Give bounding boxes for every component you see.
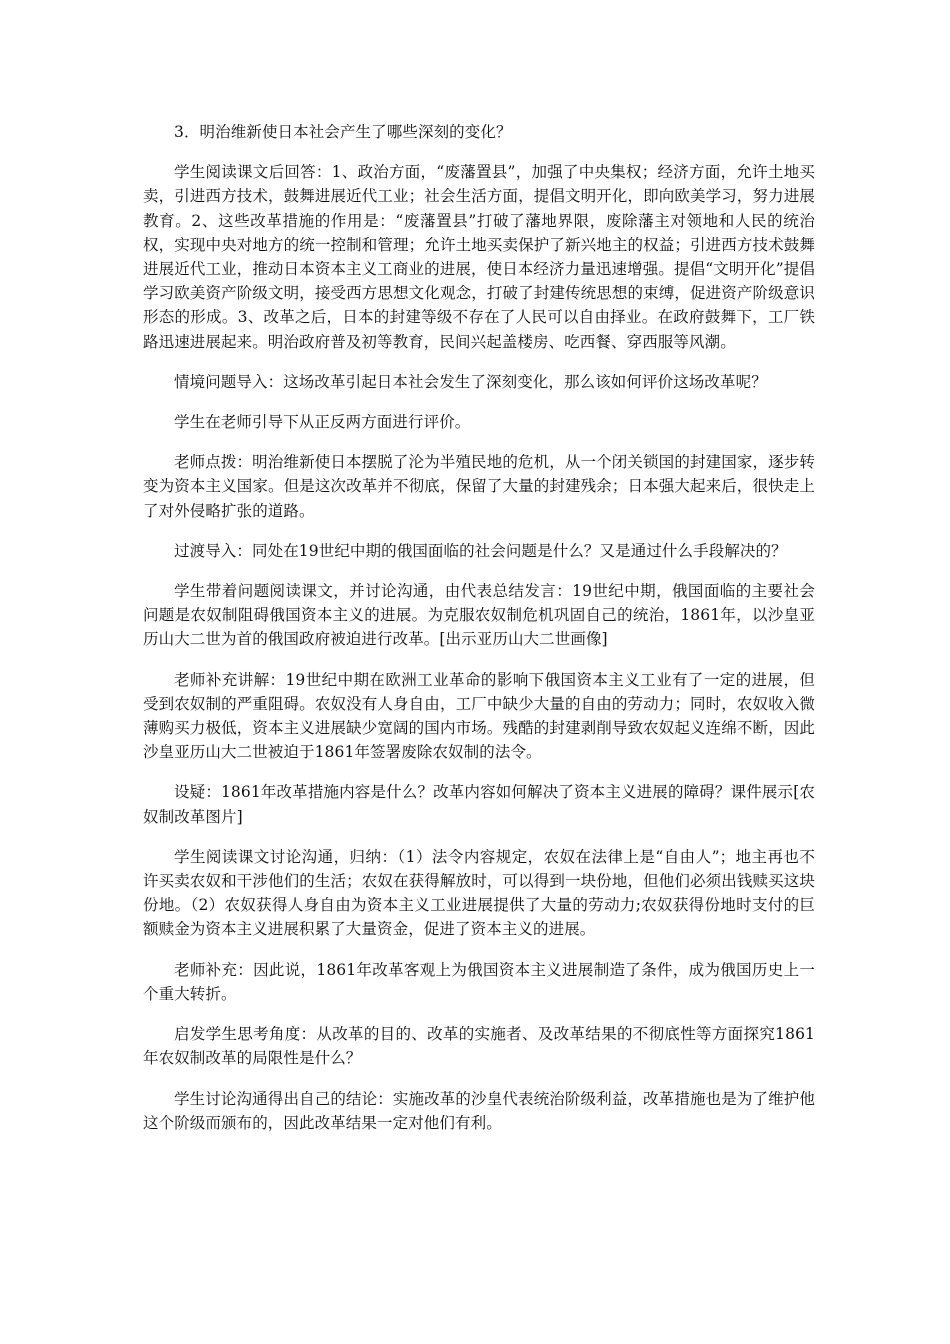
- transition-question-paragraph: 过渡导入：同处在19世纪中期的俄国面临的社会问题是什么？又是通过什么手段解决的？: [174, 541, 787, 560]
- student-discussion-paragraph: 学生带着问题阅读课文，并讨论沟通，由代表总结发言：19世纪中期，俄国面临的主要社会问题是农奴制阻碍俄国资本主义的进展。为克服农奴制危机巩固自己的统治，1861年，以沙皇亚历山大二世为首的俄国政府被迫进行改革。[出示亚历山大二世画像]: [143, 582, 815, 649]
- reform-question-paragraph: 设疑：1861年改革措施内容是什么？改革内容如何解决了资本主义进展的障碍？课件展示[农奴制改革图片]: [143, 783, 815, 826]
- student-summary-paragraph: 学生阅读课文讨论沟通，归纳：（1）法令内容规定，农奴在法律上是“自由人”；地主再也不许买卖农奴和干涉他们的生活；农奴在获得解放时，可以得到一块份地，但他们必须出钱赎买这块份地。（2）农奴获得人身自由为资本主义工业进展提供了大量的劳动力;农奴获得份地时支付的巨额赎金为资本主义进展积累了大量资金，促进了资本主义的进展。: [143, 847, 815, 939]
- student-answer-paragraph: 学生阅读课文后回答：1、政治方面，“废藩置县”，加强了中央集权；经济方面，允许土地买卖，引进西方技术，鼓舞进展近代工业；社会生活方面，提倡文明开化，即向欧美学习，努力进展教育。2、这些改革措施的作用是：“废藩置县”打破了藩地界限，废除藩主对领地和人民的统治权，实现中央对地方的统一控制和管理；允许土地买卖保护了新兴地主的权益；引进西方技术鼓舞进展近代工业，推动日本资本主义工商业的进展，使日本经济力量迅速增强。提倡“文明开化”提倡学习欧美资产阶级文明，接受西方思想文化观念，打破了封建传统思想的束缚，促进资产阶级意识形态的形成。3、改革之后，日本的封建等级不存在了人民可以自由择业。在政府鼓舞下，工厂铁路迅速进展起来。明治政府普及初等教育，民间兴起盖楼房、吃西餐、穿西服等风潮。: [143, 163, 815, 351]
- scenario-question-paragraph: 情境问题导入：这场改革引起日本社会发生了深刻变化，那么该如何评价这场改革呢？: [174, 372, 767, 391]
- document-page: [143, 120, 815, 1151]
- student-evaluation-paragraph: 学生在老师引导下从正反两方面进行评价。: [174, 413, 471, 432]
- question-heading: 3．明治维新使日本社会产生了哪些深刻的变化？: [174, 123, 512, 141]
- teacher-guidance-paragraph: 老师点拨：明治维新使日本摆脱了沦为半殖民地的危机，从一个闭关锁国的封建国家，逐步转变为资本主义国家。但是这次改革并不彻底，保留了大量的封建残余；日本强大起来后，很快走上了对外侵略扩张的道路。: [143, 453, 815, 520]
- teacher-supplement-paragraph: 老师补充：因此说，1861年改革客观上为俄国资本主义进展制造了条件，成为俄国历史上一个重大转折。: [143, 960, 815, 1003]
- teacher-explanation-paragraph: 老师补充讲解：19世纪中期在欧洲工业革命的影响下俄国资本主义工业有了一定的进展，但受到农奴制的严重阻碍。农奴没有人身自由，工厂中缺少大量的自由的劳动力；同时，农奴收入微薄购买力极低，资本主义进展缺少宽阔的国内市场。残酷的封建剥削导致农奴起义连绵不断，因此沙皇亚历山大二世被迫于1861年签署废除农奴制的法令。: [143, 670, 815, 762]
- student-conclusion-paragraph: 学生讨论沟通得出自己的结论：实施改革的沙皇代表统治阶级利益，改革措施也是为了维护他这个阶级而颁布的，因此改革结果一定对他们有利。: [143, 1089, 815, 1132]
- thinking-prompt-paragraph: 启发学生思考角度：从改革的目的、改革的实施者、及改革结果的不彻底性等方面探究1861年农奴制改革的局限性是什么？: [143, 1025, 815, 1068]
